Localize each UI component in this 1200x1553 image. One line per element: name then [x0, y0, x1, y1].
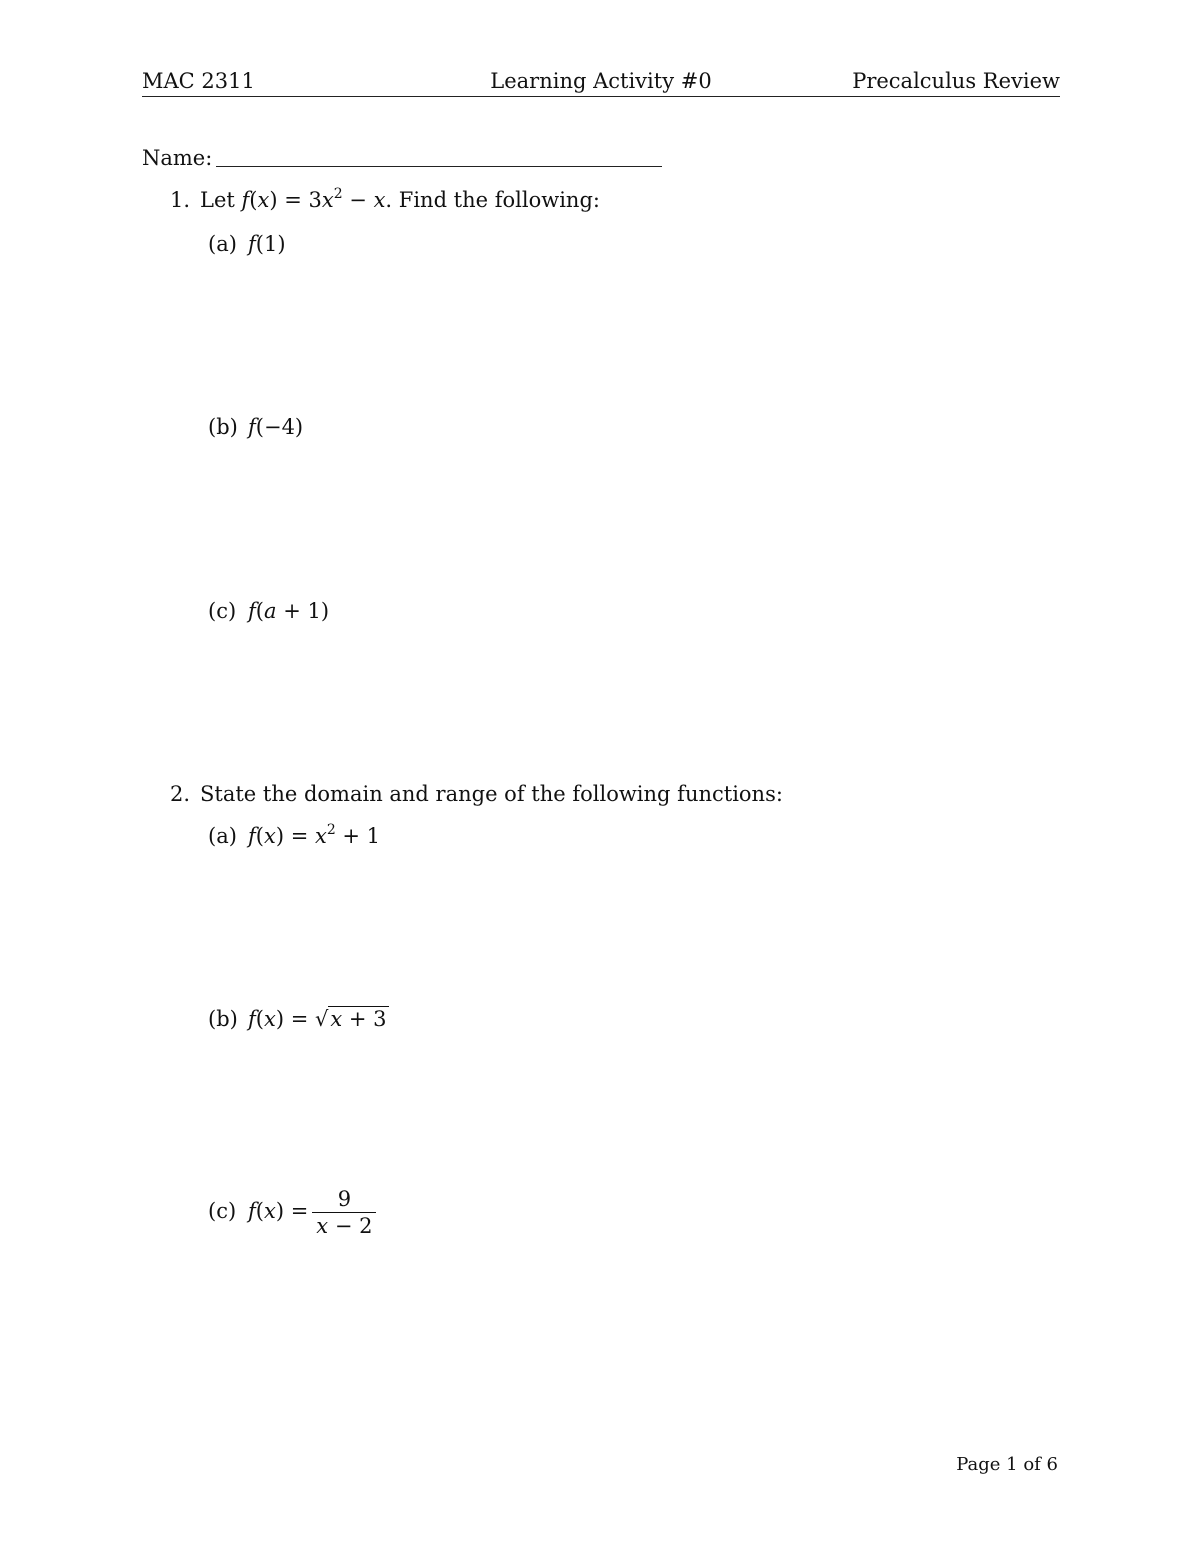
- part-label: (c): [208, 599, 237, 623]
- topic-title: Precalculus Review: [852, 69, 1060, 93]
- question-1c: (c) f(a + 1): [208, 599, 330, 623]
- function-symbol: f: [241, 188, 250, 212]
- part-label: (a): [208, 232, 237, 256]
- question-number: 1.: [170, 188, 191, 212]
- part-label: (a): [208, 824, 237, 848]
- question-2b: (b) f(x) = √x + 3: [208, 1007, 387, 1031]
- question-number: 2.: [170, 782, 191, 806]
- question-2a: (a) $f(x) = x^2 + 1$: [208, 822, 381, 848]
- page-header: [142, 66, 1060, 97]
- question-1a: (a) f(1): [208, 232, 286, 256]
- part-label: (c): [208, 1199, 237, 1223]
- square-root: √x + 3: [314, 1007, 387, 1031]
- question-1: 1. Let $f(x) = 3x^2 - x$. Find the following:: [170, 186, 600, 212]
- question-2: 2. State the domain and range of the following functions:: [170, 782, 783, 806]
- activity-title: Learning Activity #0: [490, 69, 712, 93]
- question-1b: (b) f(−4): [208, 415, 304, 439]
- fraction: $\frac{9}{x - 2}$: [312, 1186, 376, 1239]
- question-2c: (c) f(x) = $\frac{9}{x - 2}$: [208, 1186, 376, 1239]
- part-label: (b): [208, 415, 238, 439]
- name-label: Name:: [142, 146, 213, 170]
- name-field-line[interactable]: [216, 166, 662, 167]
- page-number: Page 1 of 6: [956, 1454, 1058, 1475]
- part-label: (b): [208, 1007, 238, 1031]
- course-code: MAC 2311: [142, 69, 255, 93]
